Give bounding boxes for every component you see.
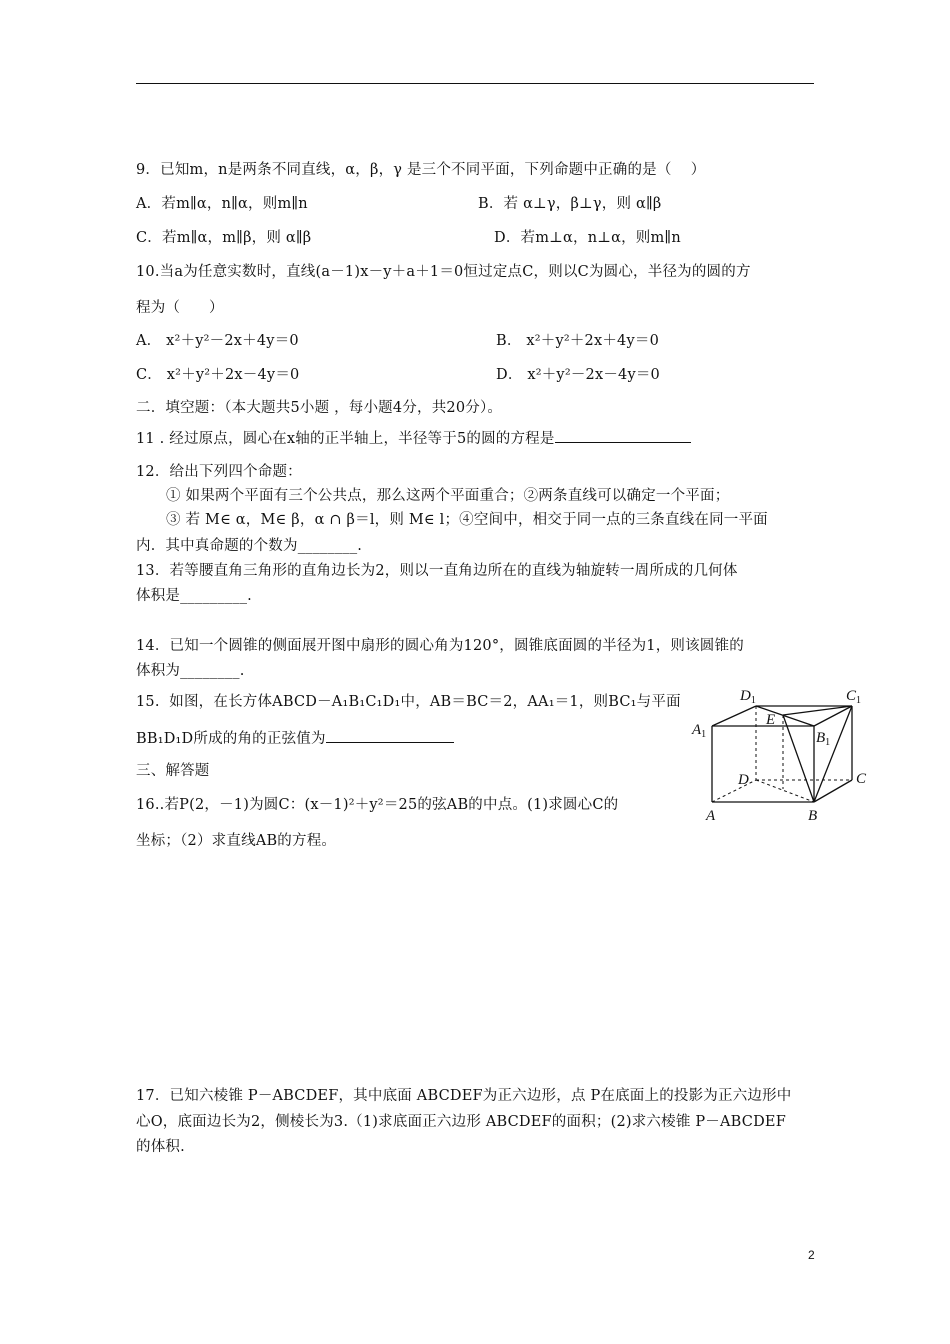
q12-line3: 内．其中真命题的个数为________.	[136, 538, 363, 554]
label-b1: $B_1$	[816, 730, 831, 748]
q14-line2: 体积为________.	[136, 663, 245, 679]
label-d: D	[738, 772, 749, 788]
cuboid-figure	[688, 684, 874, 826]
edge-bc	[814, 780, 852, 802]
q9-stem: 9．已知m，n是两条不同直线，α，β，γ 是三个不同平面，下列命题中正确的是（ ）	[136, 162, 706, 178]
q12-stem: 12．给出下列四个命题：	[136, 464, 302, 480]
section-fill-in-title: 二．填空题：（本大题共5小题 ，每小题4分，共20分）。	[136, 400, 503, 416]
q9-option-d: D．若m⊥α，n⊥α，则m∥n	[494, 230, 681, 246]
q10-option-a: A． x²＋y²－2x＋4y＝0	[136, 333, 299, 349]
q16-line1: 16..若P(2，－1)为圆C：(x－1)²＋y²＝25的弦AB的中点。(1)求圆心C的	[136, 797, 619, 813]
q10-stem-line1: 10.当a为任意实数时，直线(a－1)x－y＋a＋1＝0恒过定点C，则以C为圆心，半径为的圆的方	[136, 264, 751, 280]
q9-option-b: B．若 α⊥γ，β⊥γ，则 α∥β	[478, 196, 662, 212]
q11-stem: 11 . 经过原点，圆心在x轴的正半轴上，半径等于5的圆的方程是	[136, 431, 555, 447]
q13-line2: 体积是_________.	[136, 588, 252, 604]
label-d1: $D_1$	[740, 688, 756, 706]
q12-line2: ③ 若 M∈ α，M∈ β，α ∩ β＝l，则 M∈ l；④空间中，相交于同一点的三条直线在同一平面	[166, 512, 768, 528]
q12-line1: ① 如果两个平面有三个公共点，那么这两个平面重合；②两条直线可以确定一个平面；	[166, 488, 730, 504]
label-c: C	[856, 771, 867, 787]
q10-option-d: D． x²＋y²－2x－4y＝0	[496, 367, 660, 383]
diag-d1b1	[756, 706, 814, 726]
q11-answer-blank	[555, 428, 691, 443]
q15-answer-blank	[326, 728, 454, 743]
q9-option-c: C．若m∥α，m∥β，则 α∥β	[136, 230, 312, 246]
q17-line3: 的体积.	[136, 1139, 185, 1155]
label-c1: $C_1$	[846, 688, 862, 706]
q10-option-b: B． x²＋y²＋2x＋4y＝0	[496, 333, 660, 349]
q15-line1: 15. 如图，在长方体ABCD－A₁B₁C₁D₁中，AB＝BC＝2，AA₁＝1，则BC₁与平面	[136, 694, 681, 710]
q10-option-c: C． x²＋y²＋2x－4y＝0	[136, 367, 300, 383]
q15-text	[136, 728, 454, 749]
q11-text	[136, 428, 691, 449]
q17-line2: 心O，底面边长为2，侧棱长为3.（1)求底面正六边形 ABCDEF的面积；(2)求六棱锥 P－ABCDEF	[136, 1114, 786, 1130]
q16-line2: 坐标；（2）求直线AB的方程。	[136, 833, 337, 849]
label-b: B	[808, 808, 818, 824]
edge-a1d1	[712, 706, 756, 726]
label-a: A	[706, 808, 716, 824]
diag-bc1	[814, 706, 852, 802]
hidden-diag-db	[756, 780, 814, 802]
q10-stem-line2: 程为（ ）	[136, 300, 224, 316]
segment-eb	[783, 715, 814, 802]
q15-line2: BB₁D₁D所成的角的正弦值为	[136, 731, 326, 747]
label-a1: $A_1$	[692, 722, 707, 740]
page-number: 2	[808, 1248, 815, 1262]
q9-option-a: A．若m∥α，n∥α，则m∥n	[136, 196, 308, 212]
header-rule	[136, 83, 814, 84]
q17-line1: 17．已知六棱锥 P－ABCDEF，其中底面 ABCDEF为正六边形，点 P在底面上的投影为正六边形中	[136, 1088, 792, 1104]
section-solutions-title: 三、解答题	[136, 763, 210, 779]
q13-line1: 13．若等腰直角三角形的直角边长为2，则以一直角边所在的直线为轴旋转一周所成的几何体	[136, 563, 738, 579]
label-e: E	[766, 712, 776, 728]
hidden-edge-ad	[712, 780, 756, 802]
q14-line1: 14．已知一个圆锥的侧面展开图中扇形的圆心角为120°，圆锥底面圆的半径为1，则该圆锥的	[136, 638, 744, 654]
segment-ec1	[783, 706, 852, 715]
